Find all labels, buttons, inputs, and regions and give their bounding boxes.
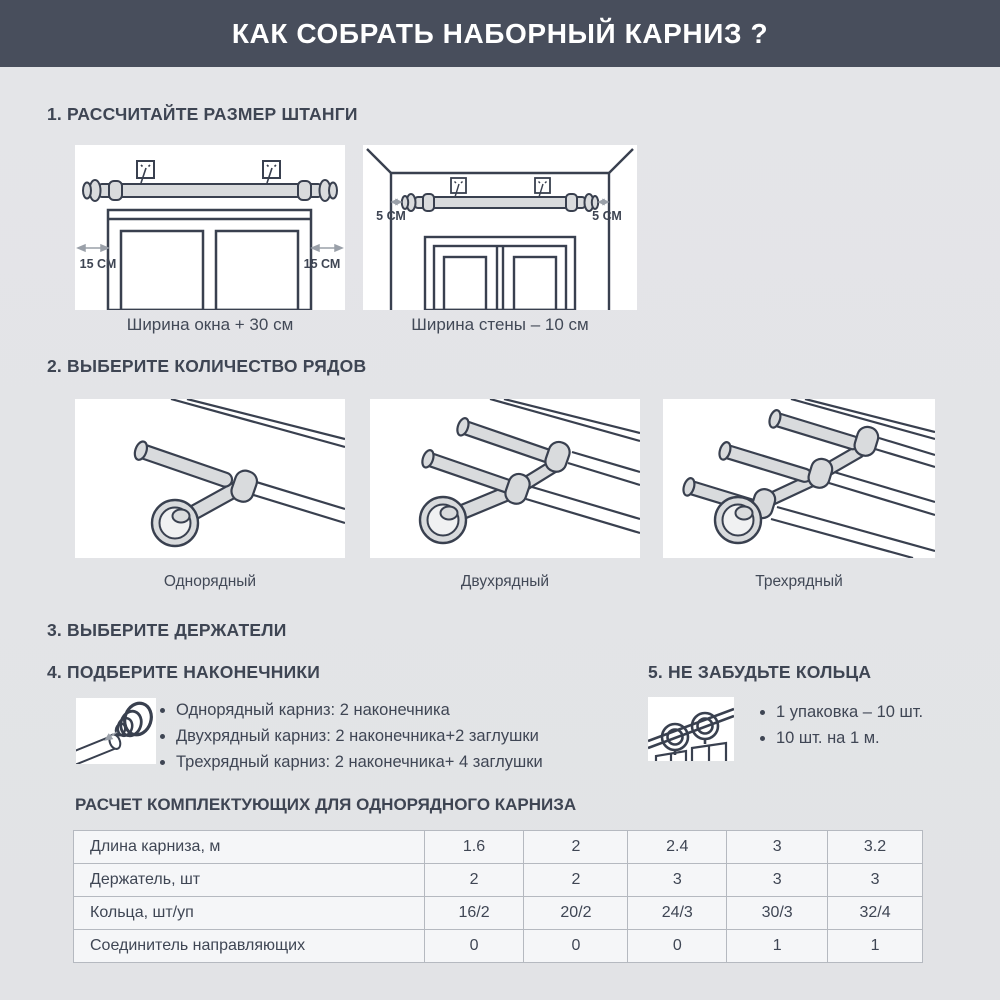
window-width-diagram-card (75, 145, 345, 310)
table-row (74, 864, 923, 897)
single-row-card (75, 399, 345, 558)
table-cell: 3 (628, 864, 727, 897)
table-cell: 30/3 (727, 897, 828, 930)
triple-row-card (663, 399, 935, 558)
window-width-caption: Ширина окна + 30 см (126, 315, 294, 334)
section-2-heading: 2. ВЫБЕРИТЕ КОЛИЧЕСТВО РЯДОВ (47, 356, 367, 376)
single-row-bracket-diagram (75, 399, 345, 558)
table-row (74, 930, 923, 963)
section-3-heading: 3. ВЫБЕРИТЕ ДЕРЖАТЕЛИ (47, 620, 287, 640)
right-margin-label: 15 СМ (303, 257, 341, 271)
table-cell: 20/2 (524, 897, 628, 930)
rings-card (648, 697, 734, 761)
table-cell: 0 (628, 930, 727, 963)
table-cell: 3 (727, 831, 828, 864)
wall-width-diagram-card (363, 145, 637, 310)
table-cell: 2 (524, 831, 628, 864)
row-label: Кольца, шт/уп (74, 897, 425, 930)
table-cell: 24/3 (628, 897, 727, 930)
table-row (74, 831, 923, 864)
double-row-card (370, 399, 640, 558)
table-cell: 3.2 (828, 831, 923, 864)
triple-row-bracket-diagram (663, 399, 935, 558)
finial-rule-item: • Однорядный карниз: 2 наконечника (176, 700, 656, 720)
finial-icon (76, 698, 156, 764)
left-gap-label: 5 СМ (376, 209, 406, 223)
section-5-heading: 5. НЕ ЗАБУДЬТЕ КОЛЬЦА (648, 662, 872, 682)
table-cell: 2 (424, 864, 524, 897)
table-cell: 2 (524, 864, 628, 897)
double-row-caption: Двухрядный (460, 573, 550, 590)
table-cell: 3 (727, 864, 828, 897)
row-label: Соединитель направляющих (74, 930, 425, 963)
header-bar (0, 0, 1000, 67)
table-cell: 1 (727, 930, 828, 963)
table-cell: 1.6 (424, 831, 524, 864)
left-margin-label: 15 СМ (79, 257, 117, 271)
table-cell: 32/4 (828, 897, 923, 930)
row-label: Длина карниза, м (74, 831, 425, 864)
rings-rule-item: • 1 упаковка – 10 шт. (776, 702, 996, 722)
rings-rules-list (758, 702, 996, 754)
row-label: Держатель, шт (74, 864, 425, 897)
components-table (73, 830, 923, 963)
right-gap-label: 5 СМ (592, 209, 622, 223)
table-cell: 0 (424, 930, 524, 963)
table-title: РАСЧЕТ КОМПЛЕКТУЮЩИХ ДЛЯ ОДНОРЯДНОГО КАРНИЗА (75, 795, 577, 814)
rings-rule-item: • 10 шт. на 1 м. (776, 728, 996, 748)
section-4-heading: 4. ПОДБЕРИТЕ НАКОНЕЧНИКИ (47, 662, 321, 682)
window-rod-diagram (75, 145, 345, 310)
finial-rules-list (158, 700, 656, 778)
table-cell: 0 (524, 930, 628, 963)
table-cell: 16/2 (424, 897, 524, 930)
table-cell: 2.4 (628, 831, 727, 864)
table-row (74, 897, 923, 930)
section-1-heading: 1. РАССЧИТАЙТЕ РАЗМЕР ШТАНГИ (47, 104, 358, 124)
triple-row-caption: Трехрядный (755, 573, 843, 590)
finial-rule-item: • Двухрядный карниз: 2 наконечника+2 заглушки (176, 726, 656, 746)
single-row-caption: Однорядный (163, 573, 257, 590)
double-row-bracket-diagram (370, 399, 640, 558)
table-cell: 3 (828, 864, 923, 897)
finial-rule-item: • Трехрядный карниз: 2 наконечника+ 4 заглушки (176, 752, 656, 772)
finial-card (76, 698, 156, 764)
wall-width-caption: Ширина стены – 10 см (411, 315, 589, 334)
curtain-rings-icon (648, 697, 734, 761)
table-cell: 1 (828, 930, 923, 963)
wall-rod-diagram (363, 145, 637, 310)
page-title: КАК СОБРАТЬ НАБОРНЫЙ КАРНИЗ ? (231, 17, 769, 49)
